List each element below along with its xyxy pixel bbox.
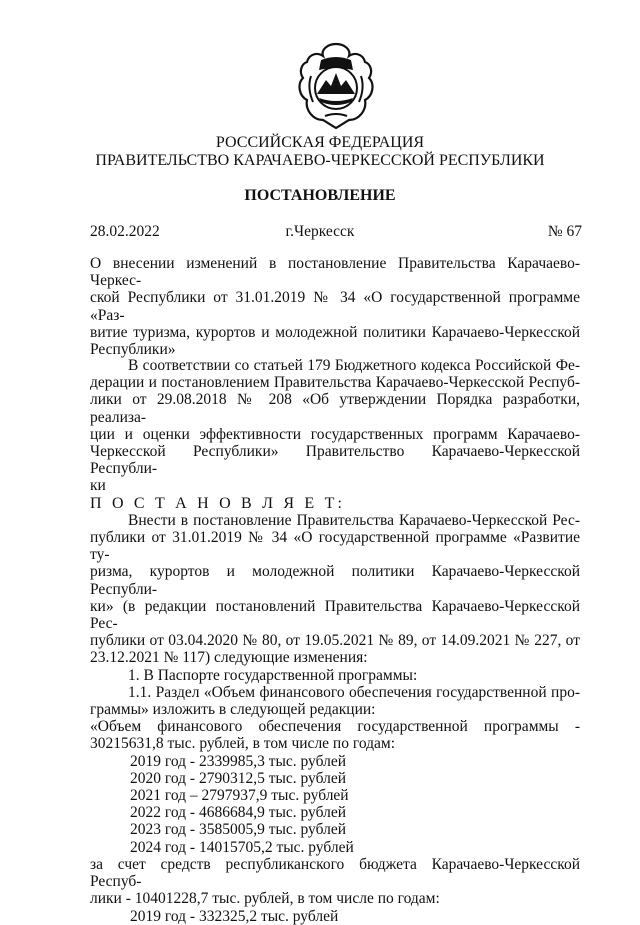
budget-line: лики - 10401228,7 тыс. рублей, в том числе по годам: <box>90 890 440 908</box>
preamble-line: ки <box>90 477 106 495</box>
clause-line: ризма, курортов и молодежной политики Карачаево-Черкесской Республи- <box>90 563 580 598</box>
document-city: г.Черкесск <box>285 223 355 240</box>
preamble-line: лики от 29.08.2018 № 208 «Об утверждении Порядка разработки, реализа- <box>90 391 580 426</box>
year-amount: 2021 год – 2797937,9 тыс. рублей <box>130 787 349 805</box>
item-1-1-line: граммы» изложить в следующей редакции: <box>90 701 376 719</box>
document-number: № 67 <box>547 223 582 240</box>
year-amount: 2024 год - 14015705,2 тыс. рублей <box>130 838 354 856</box>
clause-line: ки» (в редакции постановлений Правительства Карачаево-Черкесской Рес- <box>90 597 580 633</box>
preamble-line: ции и оценки эффективности государственных программ Карачаево- <box>90 425 580 443</box>
clause-line: публики от 31.01.2019 № 34 «О государственной программе «Развитие ту- <box>90 529 580 564</box>
coat-of-arms-icon <box>295 40 377 132</box>
subject-line: Республики» <box>90 341 176 359</box>
subject-block <box>90 255 580 358</box>
preamble-block <box>90 357 580 925</box>
subject-line: О внесении изменений в постановление Правительства Карачаево-Черкес- <box>90 255 580 290</box>
year-amount: 2023 год - 3585005,9 тыс. рублей <box>130 821 347 839</box>
item-1-1-line: 1.1. Раздел «Объем финансового обеспечения государственной про- <box>128 683 580 701</box>
year-amount: 2019 год - 2339985,3 тыс. рублей <box>130 752 347 770</box>
budget-year-amount: 2019 год - 332325,2 тыс. рублей <box>130 907 339 925</box>
volume-line: 30215631,8 тыс. рублей, в том числе по годам: <box>90 735 396 753</box>
budget-line: за счет средств республиканского бюджета Карачаево-Черкесской Респуб- <box>90 855 580 891</box>
document-date: 28.02.2022 <box>90 223 160 240</box>
header-country: РОССИЙСКАЯ ФЕДЕРАЦИЯ <box>215 134 425 151</box>
subject-line: ской Республики от 31.01.2019 № 34 «О государственной программе «Раз- <box>90 289 580 324</box>
resolves-heading: П О С Т А Н О В Л Я Е Т: <box>90 494 346 512</box>
preamble-line: Черкесской Республики» Правительство Карачаево-Черкесской Республи- <box>90 443 580 478</box>
clause-line: Внести в постановление Правительства Карачаево-Черкесской Рес- <box>128 511 580 529</box>
item-1: 1. В Паспорте государственной программы: <box>128 666 418 684</box>
preamble-line: В соответствии со статьей 179 Бюджетного кодекса Российской Фе- <box>128 357 580 374</box>
volume-line: «Объем финансового обеспечения государственной программы - <box>90 718 580 736</box>
year-amount: 2020 год - 2790312,5 тыс. рублей <box>130 769 347 787</box>
year-amount: 2022 год - 4686684,9 тыс. рублей <box>130 804 347 822</box>
document-type-title: ПОСТАНОВЛЕНИЕ <box>244 187 396 204</box>
subject-line: витие туризма, курортов и молодежной политики Карачаево-Черкесской <box>90 323 580 341</box>
clause-line: публики от 03.04.2020 № 80, от 19.05.2021 № 89, от 14.09.2021 № 227, от <box>90 632 580 650</box>
preamble-line: дерации и постановлением Правительства Карачаево-Черкесской Респуб- <box>90 374 580 392</box>
header-government: ПРАВИТЕЛЬСТВО КАРАЧАЕВО-ЧЕРКЕССКОЙ РЕСПУБЛИКИ <box>95 152 545 169</box>
clause-line: 23.12.2021 № 117) следующие изменения: <box>90 649 368 667</box>
